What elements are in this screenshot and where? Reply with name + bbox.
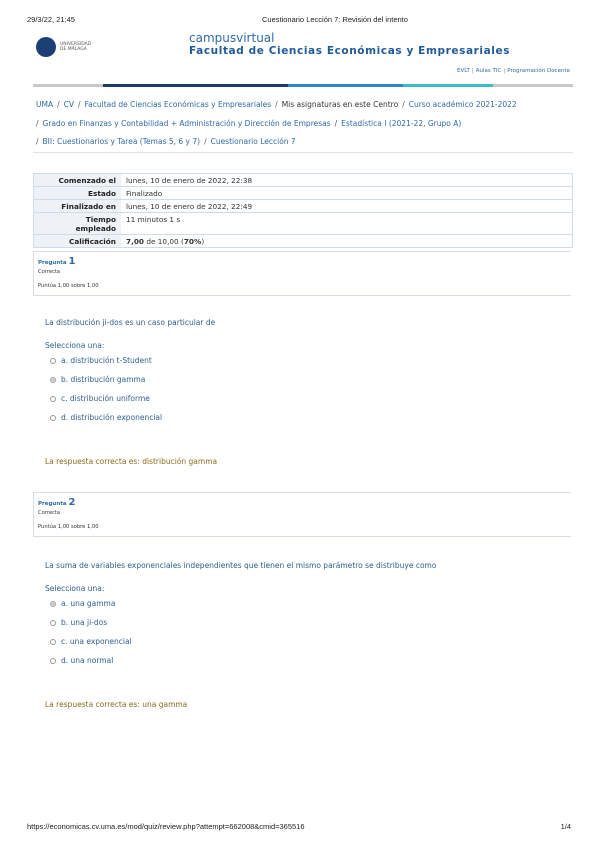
question-1-text: La distribución ji-dos es un caso particular de bbox=[45, 318, 216, 327]
question-1-option-b-label: b. distribución gamma bbox=[61, 375, 146, 384]
time-value: 11 minutos 1 s bbox=[121, 213, 573, 235]
crumb-my-subjects: Mis asignaturas en este Centro bbox=[281, 100, 399, 109]
print-title: Cuestionario Lección 7: Revisión del intento bbox=[262, 15, 408, 24]
question-1-option-c[interactable] bbox=[50, 394, 150, 403]
summary-row-state bbox=[34, 187, 573, 200]
crumb-quiz[interactable]: Cuestionario Lección 7 bbox=[210, 137, 296, 146]
state-value: Finalizado bbox=[121, 187, 573, 200]
question-1-prompt: Selecciona una: bbox=[45, 341, 105, 350]
grade-end: ) bbox=[201, 236, 205, 246]
question-2-option-b[interactable] bbox=[50, 618, 107, 627]
site-name[interactable]: campusvirtual bbox=[189, 31, 275, 45]
finished-value: lunes, 10 de enero de 2022, 22:49 bbox=[121, 200, 573, 213]
question-1-option-c-label: c. distribución uniforme bbox=[61, 394, 150, 403]
radio-checked-icon[interactable] bbox=[50, 601, 56, 607]
radio-unchecked-icon[interactable] bbox=[50, 396, 56, 402]
question-2-option-d[interactable] bbox=[50, 656, 113, 665]
crumb-degree[interactable]: Grado en Finanzas y Contabilidad + Administración y Dirección de Empresas bbox=[42, 119, 331, 128]
question-2-prompt: Selecciona una: bbox=[45, 584, 105, 593]
question-2-option-c[interactable] bbox=[50, 637, 132, 646]
question-2-option-d-label: d. una normal bbox=[61, 656, 114, 665]
question-1-option-a-label: a. distribución t-Student bbox=[61, 356, 152, 365]
university-logo[interactable] bbox=[36, 37, 91, 57]
question-2-grade: Puntúa 1,00 sobre 1,00 bbox=[38, 524, 99, 530]
crumb-faculty[interactable]: Facultad de Ciencias Económicas y Empresariales bbox=[84, 100, 272, 109]
question-1-option-d-label: d. distribución exponencial bbox=[61, 413, 163, 422]
summary-row-started bbox=[34, 174, 573, 187]
breadcrumb: UMA / CV / Facultad de Ciencias Económicas y Empresariales / Mis asignaturas en este Centro / Curso académico 2021-2022 bbox=[36, 100, 517, 109]
link-programacion-docente[interactable]: Programación Docente bbox=[507, 68, 570, 74]
crumb-section[interactable]: BII: Cuestionarios y Tarea (Temas 5, 6 y 7) bbox=[42, 137, 201, 146]
attempt-summary-table bbox=[33, 173, 573, 248]
time-label-line-2: empleado bbox=[75, 223, 116, 233]
summary-row-finished bbox=[34, 200, 573, 213]
time-label-line-1: Tiempo bbox=[85, 214, 116, 224]
question-2-option-b-label: b. una ji-dos bbox=[61, 618, 108, 627]
question-2-feedback: La respuesta correcta es: una gamma bbox=[45, 700, 188, 709]
finished-label: Finalizado en bbox=[34, 200, 122, 213]
accent-bar-1 bbox=[33, 84, 103, 87]
grade-mid: de 10,00 ( bbox=[146, 236, 184, 246]
question-1-state: Correcta bbox=[38, 269, 61, 275]
accent-bar-3 bbox=[288, 84, 403, 87]
link-evlt[interactable]: EVLT bbox=[457, 68, 470, 74]
question-2-text: La suma de variables exponenciales independientes que tienen el mismo parámetro se distribuye como bbox=[45, 561, 437, 570]
question-2-option-a-label: a. una gamma bbox=[61, 599, 116, 608]
print-datetime: 29/3/22, 21:45 bbox=[27, 15, 75, 24]
question-1-option-a[interactable] bbox=[50, 356, 152, 365]
grade-percent: 70% bbox=[183, 236, 202, 246]
state-label: Estado bbox=[34, 187, 122, 200]
crumb-cv[interactable]: CV bbox=[63, 100, 74, 109]
accent-bar-2 bbox=[103, 84, 288, 87]
grade-score: 7,00 bbox=[126, 236, 145, 246]
question-2-num: 2 bbox=[68, 497, 76, 508]
summary-row-time bbox=[34, 213, 573, 235]
grade-value bbox=[121, 235, 573, 248]
question-2-label: Pregunta bbox=[38, 501, 67, 507]
radio-unchecked-icon[interactable] bbox=[50, 358, 56, 364]
radio-checked-icon[interactable] bbox=[50, 377, 56, 383]
started-label: Comenzado el bbox=[34, 174, 122, 187]
time-label bbox=[34, 213, 122, 235]
radio-unchecked-icon[interactable] bbox=[50, 415, 56, 421]
question-1-option-b[interactable] bbox=[50, 375, 145, 384]
university-seal-icon bbox=[36, 37, 56, 57]
question-1-num: 1 bbox=[68, 256, 76, 267]
print-footer-page: 1/4 bbox=[560, 822, 571, 831]
summary-row-grade bbox=[34, 235, 573, 248]
question-1-grade: Puntúa 1,00 sobre 1,00 bbox=[38, 283, 99, 289]
question-2-info bbox=[33, 492, 571, 537]
link-aulas-tic[interactable]: Aulas TIC bbox=[475, 68, 502, 74]
crumb-academic-year[interactable]: Curso académico 2021-2022 bbox=[408, 100, 517, 109]
question-2-number bbox=[38, 497, 75, 508]
radio-unchecked-icon[interactable] bbox=[50, 620, 56, 626]
question-1-label: Pregunta bbox=[38, 260, 67, 266]
question-2-option-c-label: c. una exponencial bbox=[61, 637, 132, 646]
started-value: lunes, 10 de enero de 2022, 22:38 bbox=[121, 174, 573, 187]
logo-line-1: UNIVERSIDAD bbox=[60, 42, 92, 47]
question-1-option-d[interactable] bbox=[50, 413, 162, 422]
radio-unchecked-icon[interactable] bbox=[50, 658, 56, 664]
top-links: EVLT | Aulas TIC | Programación Docente bbox=[457, 68, 570, 74]
breadcrumb-row-3: / BII: Cuestionarios y Tarea (Temas 5, 6 y 7) / Cuestionario Lección 7 bbox=[36, 137, 296, 146]
question-1-info bbox=[33, 251, 571, 296]
crumb-course[interactable]: Estadística I (2021-22, Grupo A) bbox=[341, 119, 462, 128]
accent-bar-4 bbox=[403, 84, 493, 87]
crumb-uma[interactable]: UMA bbox=[36, 100, 54, 109]
faculty-name[interactable]: Facultad de Ciencias Económicas y Empresariales bbox=[189, 45, 511, 57]
logo-line-2: DE MÁLAGA bbox=[60, 47, 87, 52]
question-1-number bbox=[38, 256, 75, 267]
radio-unchecked-icon[interactable] bbox=[50, 639, 56, 645]
question-2-option-a[interactable] bbox=[50, 599, 115, 608]
breadcrumb-divider bbox=[33, 152, 573, 153]
question-2-state: Correcta bbox=[38, 510, 61, 516]
accent-bar-5 bbox=[493, 84, 573, 87]
breadcrumb-row-2: / Grado en Finanzas y Contabilidad + Administración y Dirección de Empresas / Estadística I (2021-22, Grupo A) bbox=[36, 119, 462, 128]
question-1-feedback: La respuesta correcta es: distribución gamma bbox=[45, 457, 218, 466]
print-footer-url: https://economicas.cv.uma.es/mod/quiz/review.php?attempt=662008&cmid=365516 bbox=[27, 822, 305, 831]
grade-label: Calificación bbox=[34, 235, 122, 248]
